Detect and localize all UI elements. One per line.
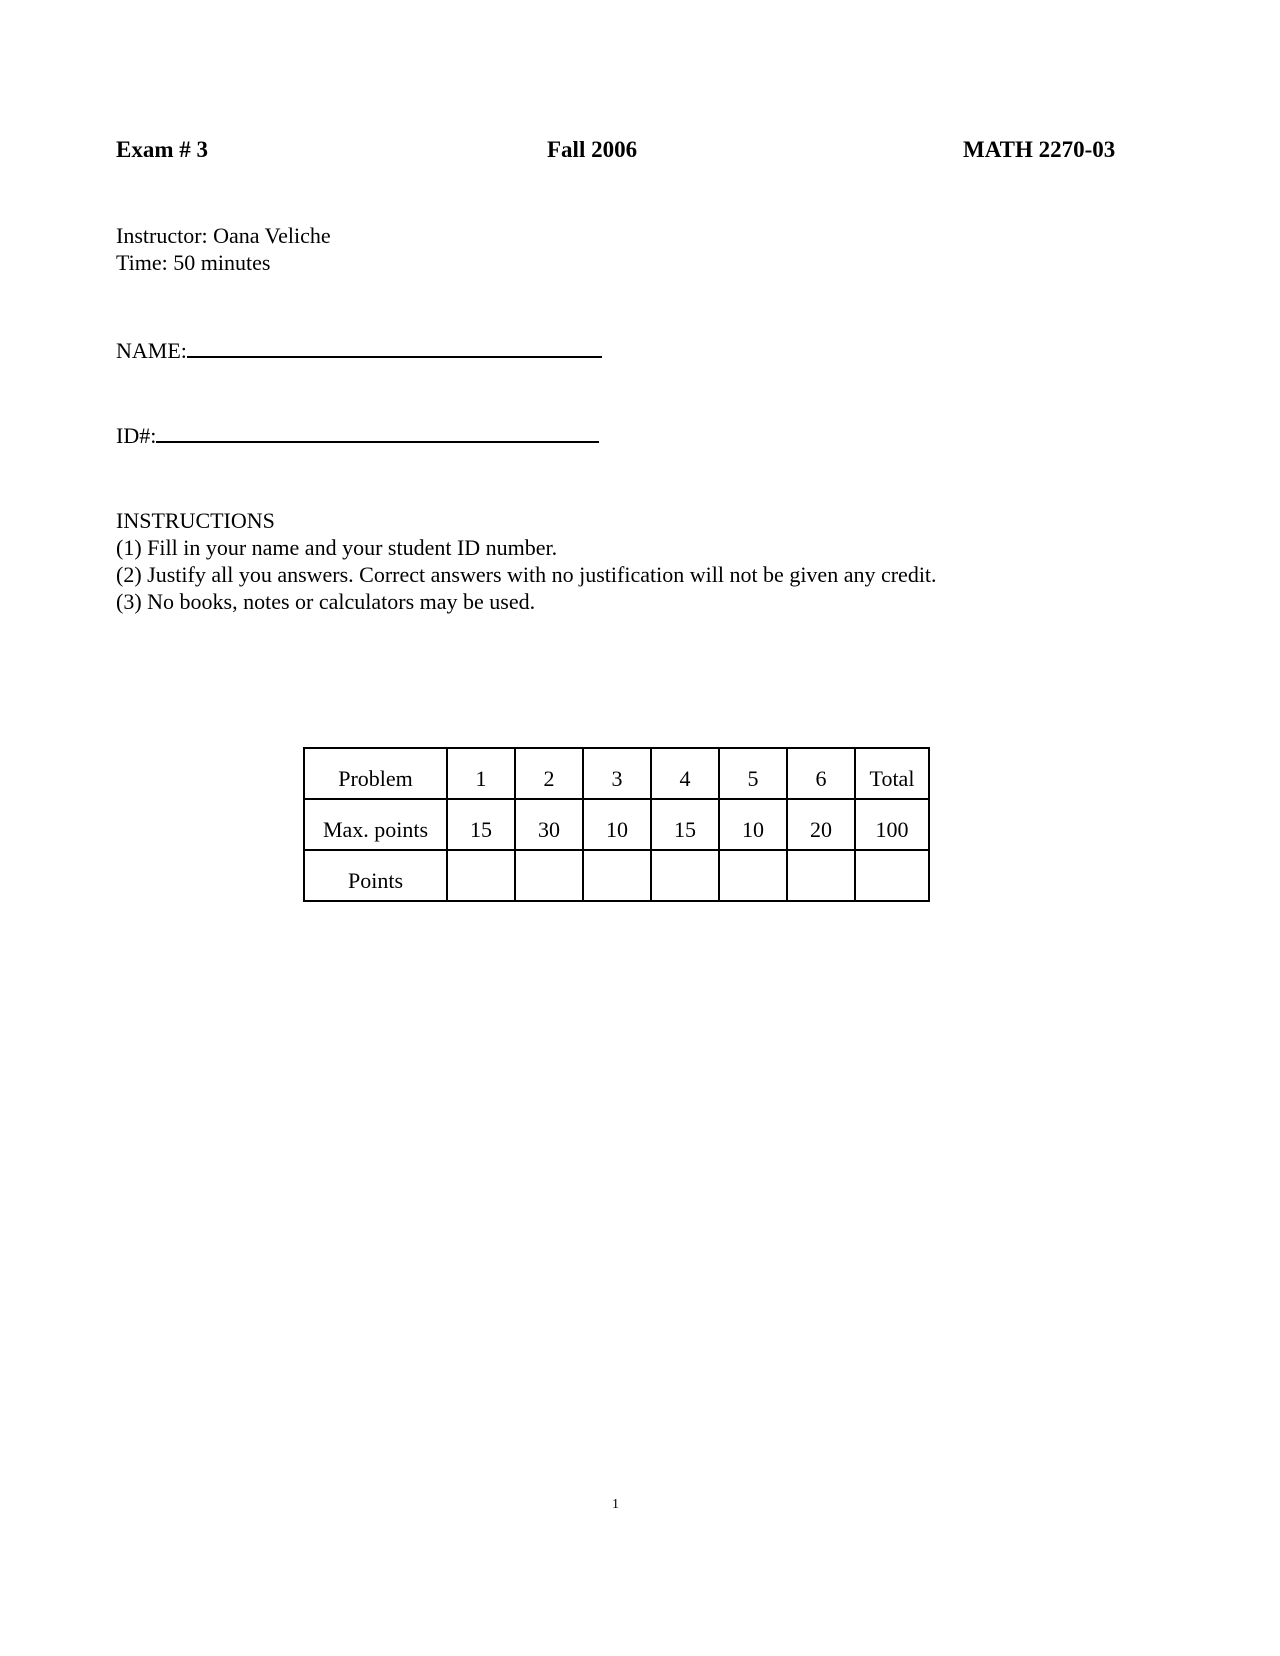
row-label-problem: Problem: [304, 748, 447, 799]
instructor-line: Instructor: Oana Veliche: [116, 223, 331, 248]
problem-cell: 6: [787, 748, 855, 799]
instruction-item: (1) Fill in your name and your student ID number.: [116, 535, 558, 560]
row-label-points: Points: [304, 850, 447, 901]
points-cell[interactable]: [719, 850, 787, 901]
max-points-cell: 10: [719, 799, 787, 850]
instructions-list: [116, 534, 937, 615]
instructions-section: [116, 507, 937, 615]
time-line: Time: 50 minutes: [116, 250, 271, 275]
max-points-cell: 10: [583, 799, 651, 850]
points-cell[interactable]: [515, 850, 583, 901]
max-points-cell: 15: [651, 799, 719, 850]
max-points-row: [304, 799, 929, 850]
points-row: [304, 850, 929, 901]
name-label: NAME:: [116, 338, 187, 363]
max-points-cell-total: 100: [855, 799, 929, 850]
problem-cell: 3: [583, 748, 651, 799]
score-table: [303, 747, 930, 902]
exam-term: Fall 2006: [547, 137, 638, 162]
exam-info: [116, 222, 331, 276]
row-label-max-points: Max. points: [304, 799, 447, 850]
max-points-cell: 30: [515, 799, 583, 850]
problem-cell: 5: [719, 748, 787, 799]
max-points-cell: 20: [787, 799, 855, 850]
id-label: ID#:: [116, 423, 157, 448]
points-cell[interactable]: [787, 850, 855, 901]
max-points-cell: 15: [447, 799, 515, 850]
name-field: [116, 336, 602, 364]
instruction-item: (2) Justify all you answers. Correct answers with no justification will not be given any credit.: [116, 562, 937, 587]
name-blank-line[interactable]: [187, 336, 602, 358]
page-number: 1: [612, 1497, 619, 1512]
points-cell-total[interactable]: [855, 850, 929, 901]
problem-cell: 2: [515, 748, 583, 799]
exam-number: Exam # 3: [116, 137, 208, 162]
instruction-item: (3) No books, notes or calculators may be used.: [116, 589, 536, 614]
problem-cell: 4: [651, 748, 719, 799]
id-blank-line[interactable]: [156, 421, 599, 443]
instructions-title: INSTRUCTIONS: [116, 508, 275, 533]
course-code: MATH 2270-03: [963, 137, 1116, 162]
id-field: [116, 421, 599, 449]
problem-row: [304, 748, 929, 799]
points-cell[interactable]: [651, 850, 719, 901]
problem-cell-total: Total: [855, 748, 929, 799]
points-cell[interactable]: [447, 850, 515, 901]
problem-cell: 1: [447, 748, 515, 799]
points-cell[interactable]: [583, 850, 651, 901]
